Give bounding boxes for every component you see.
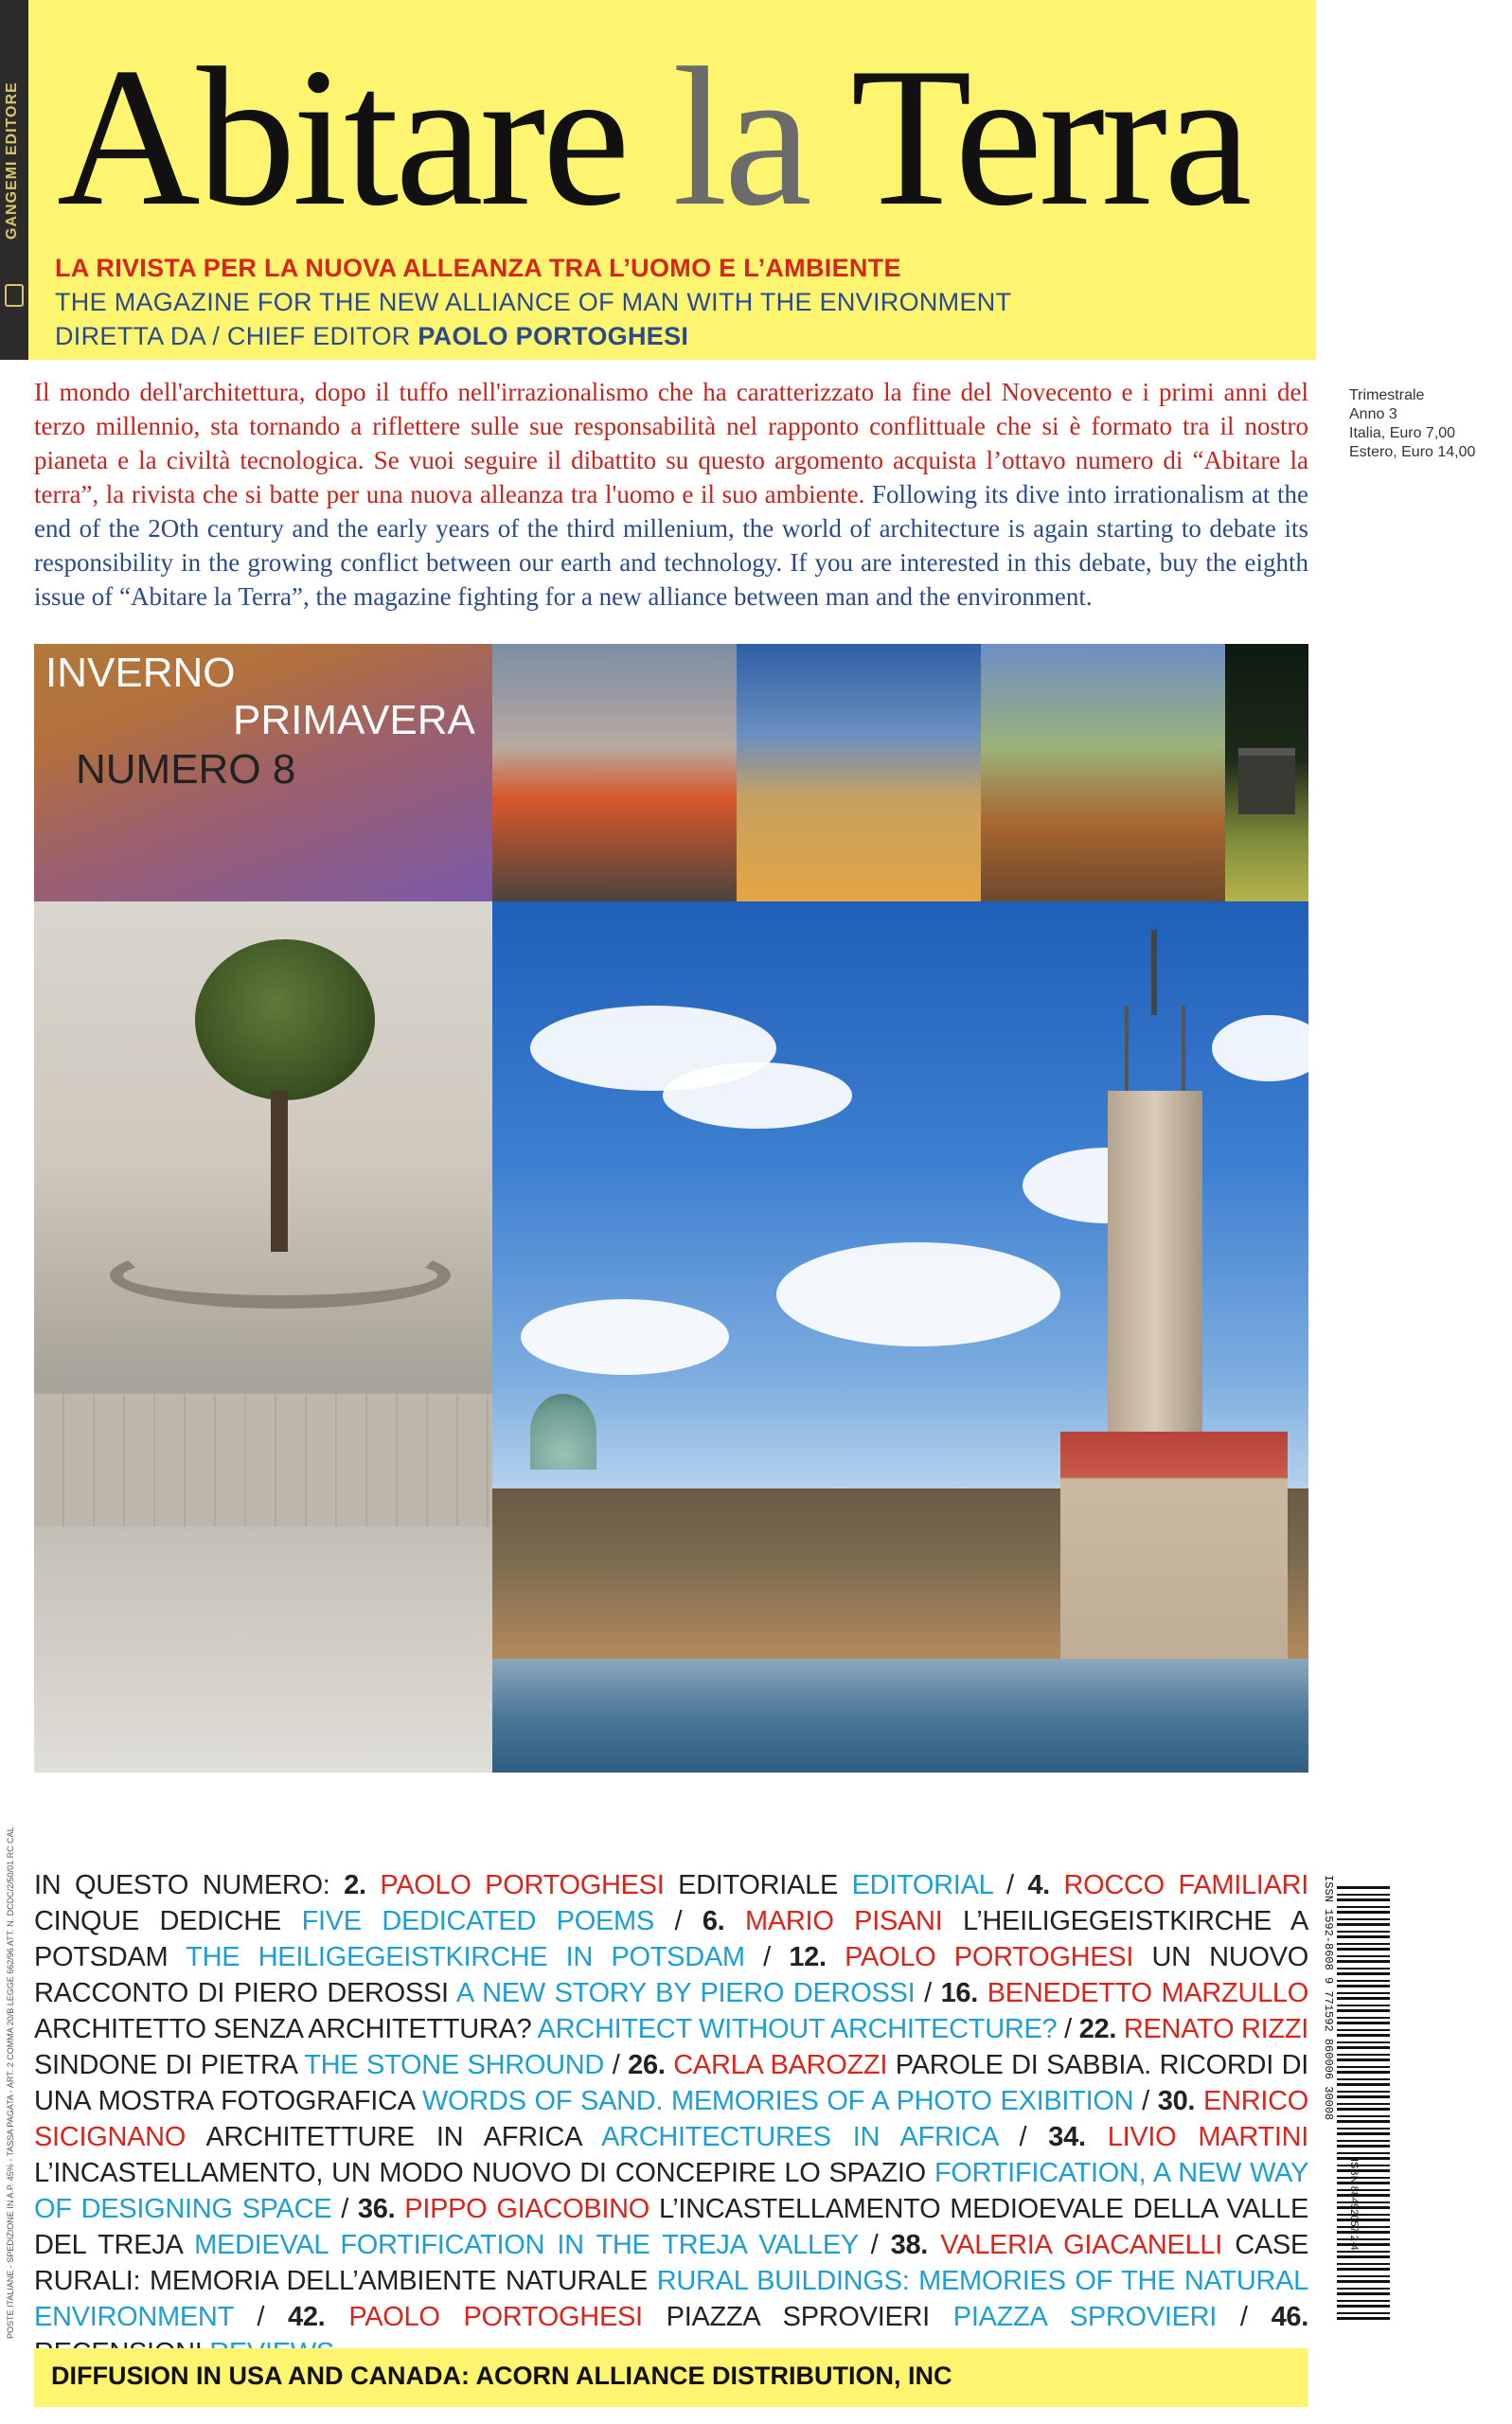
magazine-title (57, 28, 1307, 246)
contents-au: PAOLO PORTOGHESI (380, 1870, 679, 1900)
masthead (28, 0, 1316, 360)
contents-it: / (744, 1942, 790, 1972)
contents-it: SINDONE DI PIETRA (34, 2050, 305, 2080)
contents-it: / (653, 1906, 703, 1936)
contents-num: 22. (1078, 2014, 1124, 2044)
issue-season-winter: INVERNO (45, 650, 236, 696)
tree-trunk (271, 1091, 288, 1252)
footer-band (34, 2348, 1308, 2407)
contents-en: WORDS OF SAND. MEMORIES OF A PHOTO EXIBITION (421, 2086, 1134, 2116)
cloud (776, 1242, 1060, 1346)
contents-en: MEDIEVAL FORTIFICATION IN THE TREJA VALLEY (194, 2230, 859, 2260)
contents-it: L’HEILIGEGEISTKIRCHE A POTSDAM (34, 1906, 1309, 1972)
contents-au: ROCCO FAMILIARI (1063, 1870, 1309, 1900)
intro-italian: Il mondo dell'architettura, dopo il tuffo nell'irrazionalismo che ha caratterizzato la fine del Novecento e i primi anni del terzo millennio, sta tornando a riflettere sulle sue responsabilità nel rapponto conflittuale che si è formato tra il nostro pianeta e la civiltà tecnologica. Se vuoi seguire il dibattito su questo argomento acquista l’ottavo numero di “Abitare la terra”, la rivista che si batte per una nuova alleanza tra l'uomo e il suo ambiente. (34, 378, 1308, 508)
contents-it: / (858, 2230, 891, 2260)
contents-en: FORTIFICATION, A NEW WAY OF DESIGNING SPACE (34, 2158, 1308, 2224)
tower-spire (1151, 930, 1157, 1015)
contents-au: MARIO PISANI (745, 1906, 964, 1936)
contents-en: ARCHITECT WITHOUT ARCHITECTURE? (537, 2014, 1058, 2044)
issue-season-spring: PRIMAVERA (233, 697, 475, 743)
contents-it: CINQUE DEDICHE (34, 1906, 302, 1936)
contents-num: 46. (1271, 2302, 1308, 2332)
contents-en: THE STONE SHROUND (304, 2050, 605, 2080)
photo-fire-building (492, 644, 737, 901)
cloud (663, 1062, 852, 1129)
contents-num: 6. (702, 1906, 746, 1936)
hut-shape (1238, 748, 1295, 814)
contents-en: PIAZZA SPROVIERI (952, 2302, 1218, 2332)
contents-it: CASE RURALI: MEMORIA DELL’AMBIENTE NATURALE (34, 2230, 1308, 2296)
subtitle-italian: LA RIVISTA PER LA NUOVA ALLEANZA TRA L’UOMO E L’AMBIENTE (55, 254, 901, 282)
contents-num: 26. (628, 2050, 674, 2080)
contents-en: ARCHITECTURES IN AFRICA (601, 2122, 998, 2152)
barcode-block (1318, 1865, 1403, 2339)
contents-num: 42. (288, 2302, 349, 2332)
contents-num: 12. (789, 1942, 845, 1972)
contents-num: 30. (1157, 2086, 1204, 2116)
publisher-label: GANGEMI EDITORE (4, 81, 20, 241)
cloud (521, 1299, 729, 1375)
distribution-notice: DIFFUSION IN USA AND CANADA: ACORN ALLIANCE DISTRIBUTION, INC (51, 2362, 952, 2390)
contents-it: IN QUESTO NUMERO: (34, 1870, 345, 1900)
contents-en: A NEW STORY BY PIERO DEROSSI (455, 1978, 916, 2008)
contents-au: CARLA BAROZZI (673, 2050, 896, 2080)
contents-en: THE HEILIGEGEISTKIRCHE IN POTSDAM (186, 1942, 745, 1972)
issue-number: NUMERO 8 (76, 746, 296, 793)
intro-paragraph (34, 375, 1308, 614)
contents-num: 16. (940, 1978, 987, 2008)
lake-water (492, 1659, 1308, 1773)
intro-english: Following its dive into irrationalism at the end of the 2Oth century and the early years of the third millenium, the world of architecture is again starting to debate its responsibility in the growing conflict between our earth and technology. If you are interested in this debate, buy the eighth issue of “Abitare la Terra”, the magazine fighting for a new alliance between man and the environment. (34, 480, 1308, 611)
publisher-logo-icon (5, 284, 24, 307)
price-line: Estero, Euro 14,00 (1349, 444, 1476, 460)
contents-au: LIVIO MARTINI (1107, 2122, 1309, 2152)
contents-num: 2. (344, 1870, 381, 1900)
contents-it: / (331, 2194, 358, 2224)
contents-au: PIPPO GIACOBINO (404, 2194, 659, 2224)
title-part-terra: Terra (850, 27, 1249, 247)
cloud (1212, 1015, 1308, 1081)
contents-num: 36. (357, 2194, 405, 2224)
barcode-number: 9 771592 860006 30008 (1322, 1977, 1335, 2121)
title-part-la: la (672, 27, 809, 247)
contents-it: EDITORIALE (678, 1870, 852, 1900)
contents-it: L’INCASTELLAMENTO, UN MODO NUOVO DI CONCEPIRE LO SPAZIO (34, 2158, 934, 2188)
contents-num: 4. (1027, 1870, 1064, 1900)
contents-it: PIAZZA SPROVIERI (666, 2302, 953, 2332)
contents-au: PAOLO PORTOGHESI (348, 2302, 667, 2332)
contents-num: 38. (890, 2230, 941, 2260)
contents-au: ENRICO SICIGNANO (34, 2086, 1309, 2152)
subtitle-english: THE MAGAZINE FOR THE NEW ALLIANCE OF MAN WITH THE ENVIRONMENT (55, 288, 1012, 316)
contents-it: L’INCASTELLAMENTO MEDIOEVALE DELLA VALLE DEL TREJA (34, 2194, 1308, 2260)
photo-africa-people (981, 644, 1225, 901)
red-roof-building (1060, 1432, 1288, 1659)
postal-notice: POSTE ITALIANE - SPEDIZIONE IN A.P. 45% - TASSA PAGATA - ART. 2 COMMA 20/B LEGGE 662/96 ATT. N. DCDC/2/50/01 RC CAL (6, 1827, 15, 2339)
stone-wall (34, 1394, 492, 1526)
photo-rural-hut (1225, 644, 1308, 901)
tree-crown (195, 939, 375, 1100)
table-of-contents (34, 1867, 1308, 2371)
price-line: Anno 3 (1349, 406, 1397, 422)
issn-text: ISSN 1592-8608 (1322, 1875, 1335, 1970)
contents-au: PAOLO PORTOGHESI (845, 1942, 1152, 1972)
contents-en: EDITORIAL (851, 1870, 993, 1900)
price-line: Trimestrale (1349, 387, 1425, 403)
spine (0, 0, 28, 360)
contents-it: / (992, 1870, 1028, 1900)
contents-it: UN NUOVO RACCONTO DI PIERO DEROSSI (34, 1942, 1309, 2008)
issn-label (1318, 1875, 1335, 2329)
isbn-label: ISBN 88492057 2-4 (1348, 2159, 1360, 2251)
contents-num: 34. (1048, 2122, 1108, 2152)
contents-au: VALERIA GIACANELLI (940, 2230, 1236, 2260)
contents-it: / (233, 2302, 288, 2332)
editor-line (55, 322, 688, 351)
photo-potsdam-tower (492, 901, 1308, 1773)
contents-it: ARCHITETTO SENZA ARCHITETTURA? (34, 2014, 538, 2044)
contents-it: / (604, 2050, 629, 2080)
photo-desert-rocks (737, 644, 981, 901)
title-part-abitare: Abitare (57, 27, 673, 247)
contents-au: BENEDETTO MARZULLO (987, 1978, 1308, 2008)
editor-prefix: DIRETTA DA / CHIEF EDITOR (55, 322, 418, 350)
contents-it: / (1133, 2086, 1158, 2116)
contents-it: / (997, 2122, 1049, 2152)
contents-it: / (1057, 2014, 1079, 2044)
church-dome (530, 1394, 596, 1470)
contents-en: RURAL BUILDINGS: MEMORIES OF THE NATURAL ENVIRONMENT (34, 2266, 1309, 2332)
tower-lattice (1125, 1006, 1185, 1100)
price-box (1349, 386, 1501, 462)
curved-bench (110, 1242, 451, 1309)
contents-it: ARCHITETTURE IN AFRICA (205, 2122, 602, 2152)
editor-name: PAOLO PORTOGHESI (418, 322, 689, 350)
contents-en: FIVE DEDICATED POEMS (301, 1906, 654, 1936)
price-line: Italia, Euro 7,00 (1349, 425, 1456, 441)
contents-it: / (1217, 2302, 1272, 2332)
contents-au: RENATO RIZZI (1123, 2014, 1308, 2044)
contents-it: / (915, 1978, 941, 2008)
contents-it: PAROLE DI SABBIA. RICORDI DI UNA MOSTRA FOTOGRAFICA (34, 2050, 1309, 2116)
photo-piazza (34, 901, 492, 1773)
issue-label-block (34, 644, 492, 901)
